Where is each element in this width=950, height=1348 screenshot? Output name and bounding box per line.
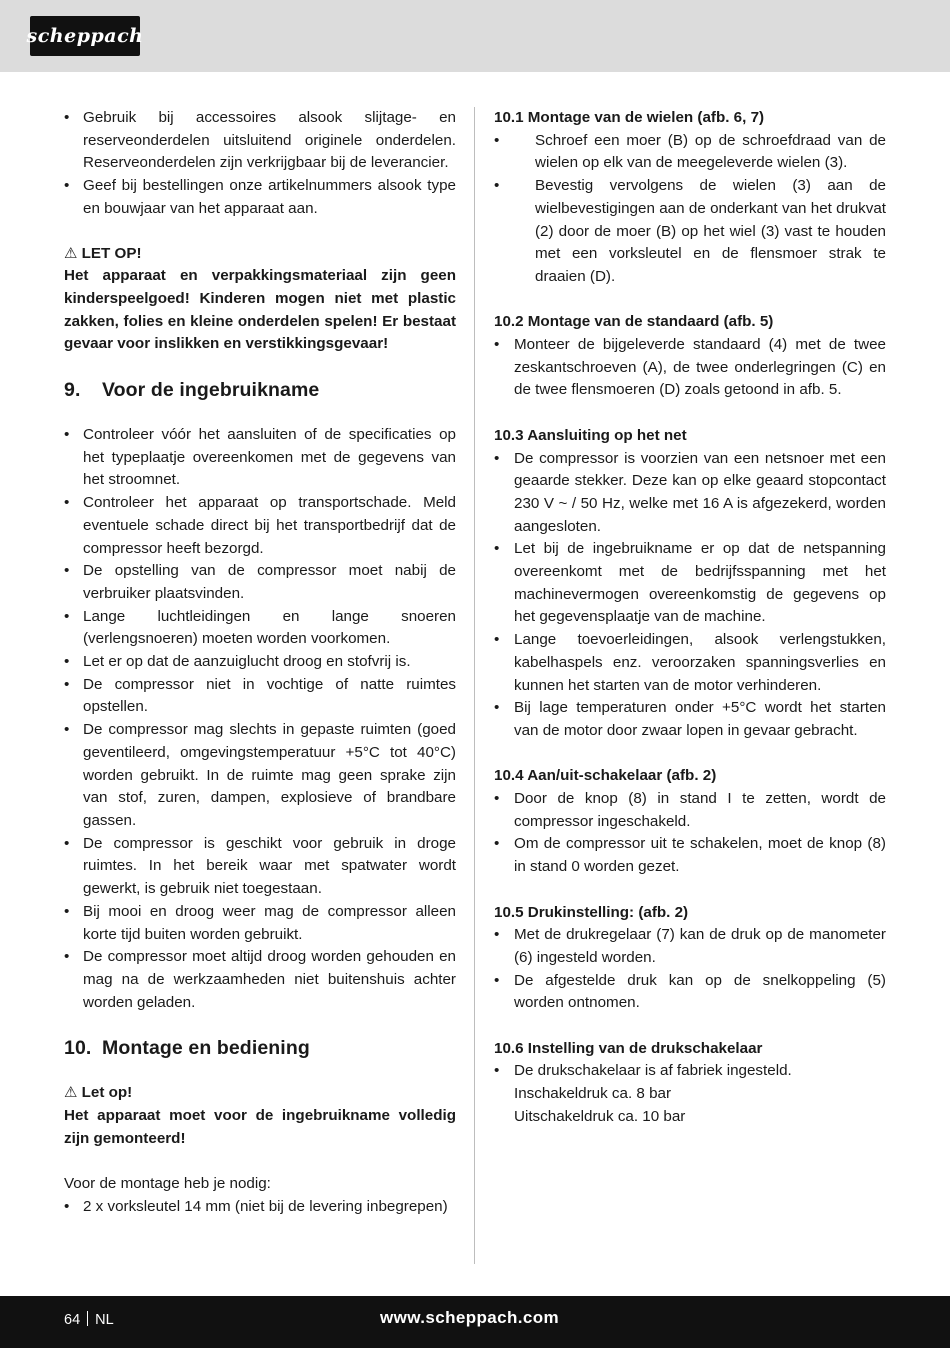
left-column — [64, 107, 456, 1219]
section-title: Montage en bediening — [102, 1037, 310, 1060]
footer-bar — [0, 1296, 950, 1348]
logo-text: scheppach — [26, 25, 144, 47]
list-item: • De opstelling van de compressor moet nabij de verbruiker plaatsvinden. — [64, 560, 456, 605]
list-item: • Controleer het apparaat op transportschade. Meld eventuele schade direct bij het transportbedrijf dat de compressor heeft bezorgd. — [64, 492, 456, 560]
list-item: • Met de drukregelaar (7) kan de druk op de manometer (6) ingesteld worden. — [494, 924, 886, 969]
subsection-10-6-title: 10.6 Instelling van de drukschakelaar — [494, 1039, 763, 1057]
list-item: • De compressor is voorzien van een netsnoer met een geaarde stekker. Deze kan op elke geaard stopcontact 230 V ~ / 50 Hz, welke met 16 A is afgezekerd, worden aangesloten. — [494, 448, 886, 539]
cut-out-pressure: Uitschakeldruk ca. 10 bar — [514, 1107, 686, 1125]
list-item: • Lange luchtleidingen en lange snoeren (verlengsnoeren) moeten worden voorkomen. — [64, 606, 456, 651]
warning-title: LET OP! — [81, 244, 142, 262]
list-item: • Geef bij bestellingen onze artikelnummers alsook type en bouwjaar van het apparaat aan. — [64, 175, 456, 220]
subsection-10-4-title: 10.4 Aan/uit-schakelaar (afb. 2) — [494, 767, 717, 785]
section-10-heading — [64, 1036, 456, 1060]
list-item: • Let er op dat de aanzuiglucht droog en stofvrij is. — [64, 651, 456, 674]
list-item: • Door de knop (8) in stand I te zetten, wordt de compressor ingeschakeld. — [494, 788, 886, 833]
list-item: • Bij mooi en droog weer mag de compressor alleen korte tijd buiten worden gebruikt. — [64, 901, 456, 946]
page-indicator — [64, 1311, 114, 1328]
section-number: 10. — [64, 1037, 92, 1060]
subsection-10-5-list — [494, 924, 886, 1015]
warning-triangle-icon: ⚠ — [64, 1084, 78, 1102]
tools-needed-label: Voor de montage heb je nodig: — [64, 1175, 271, 1193]
list-item: • Monteer de bijgeleverde standaard (4) met de twee zeskantschroeven (A), de twee onderlegringen (C) en de twee flensmoeren (D) zoals getoond in afb. 5. — [494, 334, 886, 402]
section-title: Voor de ingebruikname — [102, 379, 320, 402]
section-9-heading — [64, 378, 456, 402]
list-item: • De drukschakelaar is af fabriek ingesteld. — [494, 1060, 886, 1083]
list-item: • Lange toevoerleidingen, alsook verlengstukken, kabelhaspels enz. veroorzaken spanningsverlies en kunnen het starten van de motor verhinderen. — [494, 629, 886, 697]
warning-heading — [64, 243, 456, 266]
language-code: NL — [95, 1312, 114, 1328]
warning-text: Het apparaat en verpakkingsmateriaal zijn geen kinderspeelgoed! Kinderen mogen niet met plastic zakken, folies en kleine onderdelen spelen! Er bestaat gevaar voor inslikken en verstikkingsgevaar! — [64, 267, 456, 353]
subsection-10-3-list — [494, 448, 886, 743]
subsection-10-2-list — [494, 334, 886, 402]
list-item: • Gebruik bij accessoires alsook slijtage- en reserveonderdelen uitsluitend originele onderdelen. Reserveonderdelen zijn verkrijgbaar bij de leverancier. — [64, 107, 456, 175]
subsection-10-2-title: 10.2 Montage van de standaard (afb. 5) — [494, 313, 774, 331]
list-item: • Schroef een moer (B) op de schroefdraad van de wielen op elk van de meegeleverde wielen (3). — [494, 130, 886, 175]
warning-triangle-icon: ⚠ — [64, 244, 78, 262]
warning-text: Het apparaat moet voor de ingebruikname volledig zijn gemonteerd! — [64, 1107, 456, 1147]
list-item: • Bij lage temperaturen onder +5°C wordt het starten van de motor door zwaar lopen in gevaar gebracht. — [494, 697, 886, 742]
scheppach-logo — [26, 16, 144, 56]
list-item: • Om de compressor uit te schakelen, moet de knop (8) in stand 0 worden gezet. — [494, 833, 886, 878]
tools-list — [64, 1196, 456, 1219]
section-9-list — [64, 424, 456, 1014]
header-bar — [0, 0, 950, 72]
list-item: • Let bij de ingebruikname er op dat de netspanning overeenkomt met de bedrijfsspanning met het machinevermogen overeenkomstig de gegevens op het gegevensplaatje van de machine. — [494, 538, 886, 629]
cut-in-pressure: Inschakeldruk ca. 8 bar — [514, 1085, 672, 1103]
page-number: 64 — [64, 1312, 81, 1328]
list-item: • De afgestelde druk kan op de snelkoppeling (5) worden ontnomen. — [494, 970, 886, 1015]
list-item: • Bevestig vervolgens de wielen (3) aan de wielbevestigingen aan de onderkant van het drukvat (2) door de moer (B) op het wiel (3) vast te houden met een vorksleutel en de flensmoer strak te draaien (D). — [494, 175, 886, 289]
subsection-10-3-title: 10.3 Aansluiting op het net — [494, 426, 687, 444]
subsection-10-4-list — [494, 788, 886, 879]
list-item: • De compressor moet altijd droog worden gehouden en mag na de werkzaamheden niet buitenshuis achter worden geladen. — [64, 946, 456, 1014]
section-number: 9. — [64, 379, 81, 402]
column-divider — [474, 107, 475, 1264]
list-item: • Controleer vóór het aansluiten of de specificaties op het typeplaatje overeenkomen met de gegevens van het stroomnet. — [64, 424, 456, 492]
subsection-10-5-title: 10.5 Drukinstelling: (afb. 2) — [494, 903, 689, 921]
warning-title: Let op! — [81, 1084, 133, 1102]
subsection-10-1-list — [494, 130, 886, 289]
list-item: • De compressor is geschikt voor gebruik in droge ruimtes. In het bereik waar met spatwater wordt gewerkt, is gebruik niet toegestaan. — [64, 833, 456, 901]
list-item: • De compressor mag slechts in gepaste ruimten (goed geventileerd, omgevingstemperatuur +5°C tot 40°C) worden gebruikt. In de ruimte mag geen sprake zijn van stof, zuren, dampen, explosieve of brandbare gassen. — [64, 719, 456, 833]
list-item: • De compressor niet in vochtige of natte ruimtes opstellen. — [64, 674, 456, 719]
intro-list — [64, 107, 456, 221]
page-separator — [87, 1311, 88, 1326]
warning-heading — [64, 1082, 456, 1105]
right-column — [494, 107, 886, 1129]
subsection-10-6-list — [494, 1060, 886, 1083]
website-link[interactable]: www.scheppach.com — [380, 1308, 560, 1327]
subsection-10-1-title: 10.1 Montage van de wielen (afb. 6, 7) — [494, 109, 765, 126]
list-item: • 2 x vorksleutel 14 mm (niet bij de levering inbegrepen) — [64, 1196, 456, 1219]
